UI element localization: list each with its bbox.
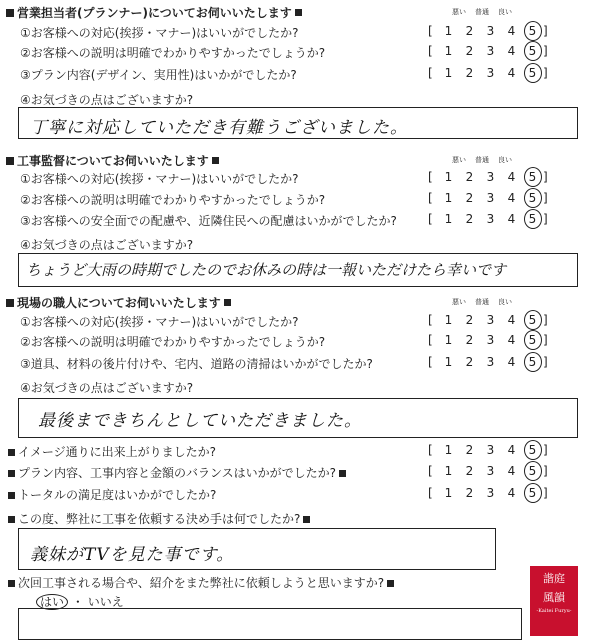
section-header-planner: 営業担当者(プランナー)についてお伺いいたします <box>6 4 302 21</box>
square-bullet-icon <box>387 580 394 587</box>
section-header-craftsmen: 現場の職人についてお伺いいたします <box>6 294 231 311</box>
rating-scale: [ 1 2 3 4 5 ] <box>428 212 548 226</box>
selected-rating: 5 <box>522 212 543 226</box>
selected-rating: 5 <box>522 191 543 205</box>
selected-rating: 5 <box>522 464 543 478</box>
square-bullet-icon <box>8 449 15 456</box>
square-bullet-icon <box>6 299 14 307</box>
handwritten-comment: 義妹がTVを見た事です。 <box>30 545 235 565</box>
selected-rating: 5 <box>522 44 543 58</box>
rating-scale: [ 1 2 3 4 5 ] <box>428 313 548 327</box>
question-item: ②お客様への説明は明確でわかりやすかったでしょうか? <box>20 193 326 207</box>
selected-rating: 5 <box>522 313 543 327</box>
question-item: ②お客様への説明は明確でわかりやすかったでしょうか? <box>20 46 326 60</box>
square-bullet-icon <box>6 157 14 165</box>
selected-rating: 5 <box>522 333 543 347</box>
question-item: ③道具、材料の後片付けや、宅内、道路の清掃はいかがでしたか? <box>20 357 373 371</box>
question-item: トータルの満足度はいかがでしたか? <box>8 486 216 503</box>
rating-scale: [ 1 2 3 4 5 ] <box>428 44 548 58</box>
section-header-construction: 工事監督についてお伺いいたします <box>6 152 219 169</box>
rating-scale-header: 悪い 普通 良い <box>452 8 512 16</box>
question-item: ④お気づきの点はございますか? <box>20 238 194 252</box>
question-item: 次回工事される場合や、紹介をまた弊社に依頼しようと思いますか? <box>8 574 394 591</box>
rating-scale-header: 悪い 普通 良い <box>452 298 512 306</box>
handwritten-comment: 最後まできちんとしていただきました。 <box>38 411 362 431</box>
question-item: ④お気づきの点はございますか? <box>20 93 194 107</box>
square-bullet-icon <box>6 9 14 17</box>
question-item: ①お客様への対応(挨拶・マナー)はいいがでしたか? <box>20 26 299 40</box>
square-bullet-icon <box>224 299 231 306</box>
square-bullet-icon <box>303 516 310 523</box>
question-item: ①お客様への対応(挨拶・マナー)はいいがでしたか? <box>20 172 299 186</box>
square-bullet-icon <box>8 516 15 523</box>
rating-scale: [ 1 2 3 4 5 ] <box>428 191 548 205</box>
selected-rating: 5 <box>522 486 543 500</box>
rating-scale: [ 1 2 3 4 5 ] <box>428 66 548 80</box>
selected-rating: 5 <box>522 443 543 457</box>
rating-scale-header: 悪い 普通 良い <box>452 156 512 164</box>
question-item: この度、弊社に工事を依頼する決め手は何でしたか? <box>8 510 310 527</box>
selected-rating: 5 <box>522 170 543 184</box>
rating-scale: [ 1 2 3 4 5 ] <box>428 170 548 184</box>
yes-no-choice: はい ・ いいえ <box>36 593 124 610</box>
selected-rating: 5 <box>522 355 543 369</box>
selected-rating: 5 <box>522 66 543 80</box>
square-bullet-icon <box>8 580 15 587</box>
square-bullet-icon <box>212 157 219 164</box>
brand-logo: 諧庭 風韻 -Kaitei Furyu- <box>530 566 578 636</box>
square-bullet-icon <box>295 9 302 16</box>
question-item: ②お客様への説明は明確でわかりやすかったでしょうか? <box>20 335 326 349</box>
question-item: ④お気づきの点はございますか? <box>20 381 194 395</box>
question-item: ③プラン内容(デザイン、実用性)はいかがでしたか? <box>20 68 297 82</box>
question-item: ①お客様への対応(挨拶・マナー)はいいがでしたか? <box>20 315 299 329</box>
rating-scale: [ 1 2 3 4 5 ] <box>428 333 548 347</box>
question-item: プラン内容、工事内容と金額のバランスはいかがでしたか? <box>8 464 346 481</box>
square-bullet-icon <box>8 470 15 477</box>
rating-scale: [ 1 2 3 4 5 ] <box>428 486 548 500</box>
handwritten-comment: 丁寧に対応していただき有難うございました。 <box>30 118 408 138</box>
rating-scale: [ 1 2 3 4 5 ] <box>428 355 548 369</box>
selected-choice: はい <box>36 594 68 610</box>
selected-rating: 5 <box>522 24 543 38</box>
handwritten-comment: ちょうど大雨の時期でしたのでお休みの時は一報いただけたら幸いです <box>26 261 507 279</box>
square-bullet-icon <box>8 492 15 499</box>
square-bullet-icon <box>339 470 346 477</box>
rating-scale: [ 1 2 3 4 5 ] <box>428 24 548 38</box>
rating-scale: [ 1 2 3 4 5 ] <box>428 443 548 457</box>
question-item: ③お客様への安全面での配慮や、近隣住民への配慮はいかがでしたか? <box>20 214 397 228</box>
question-item: イメージ通りに出来上がりましたか? <box>8 443 216 460</box>
comment-box <box>18 608 522 640</box>
rating-scale: [ 1 2 3 4 5 ] <box>428 464 548 478</box>
